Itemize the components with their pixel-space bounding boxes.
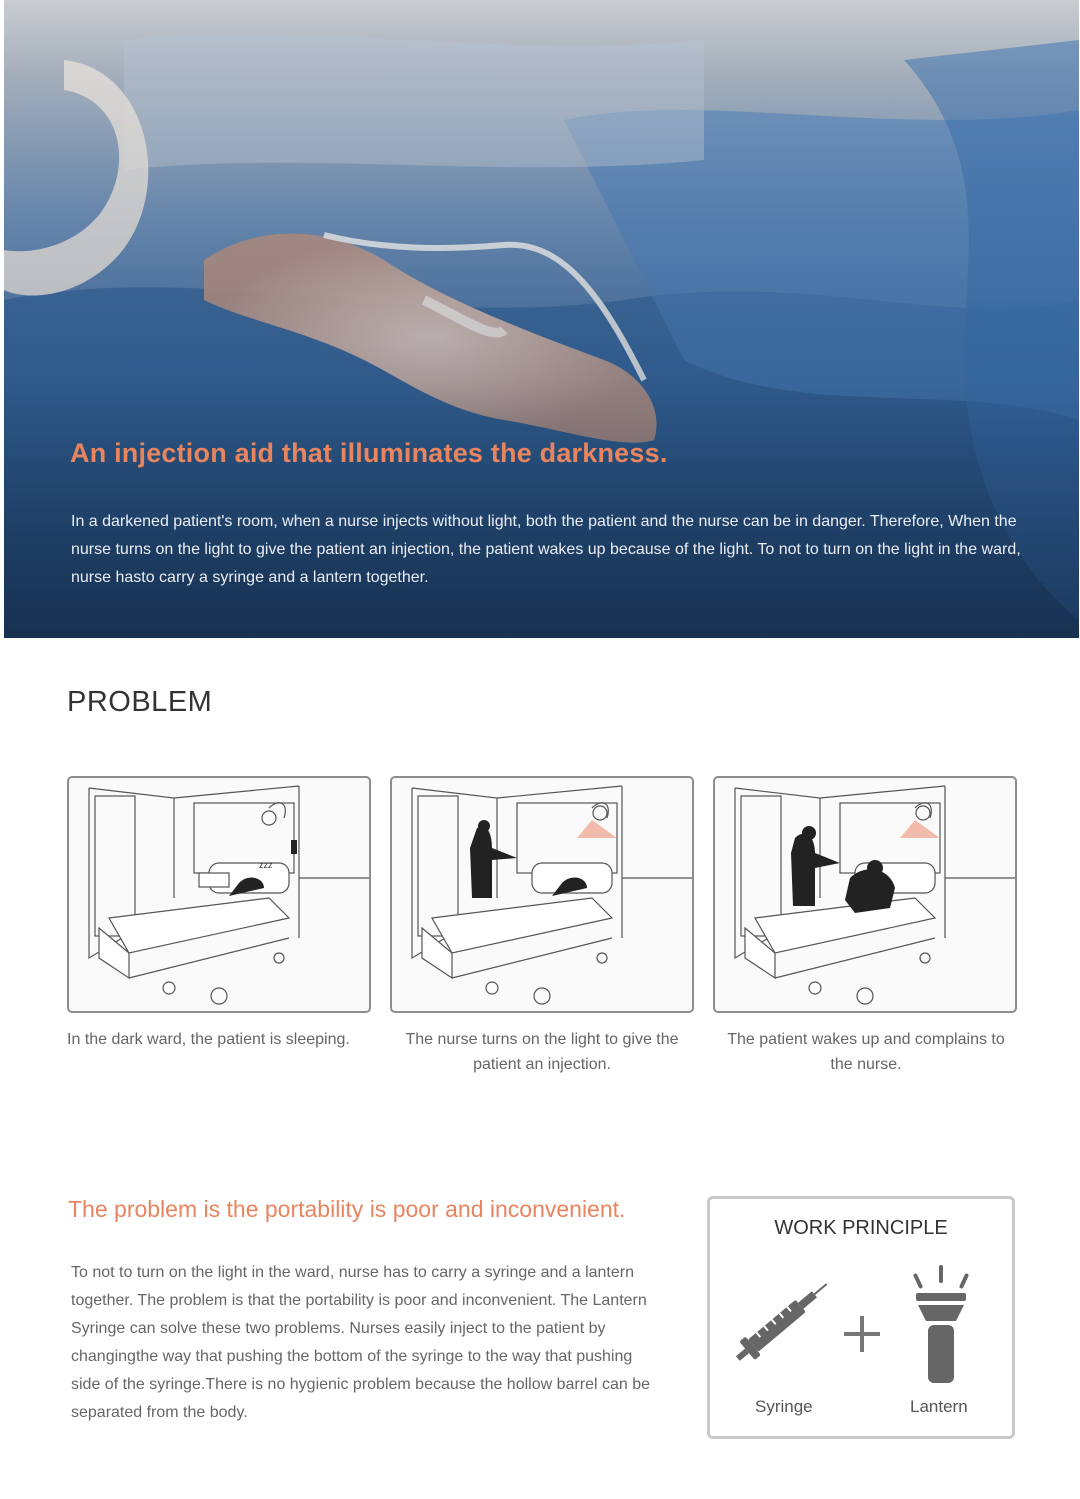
problem-panel-nurse-light (390, 776, 694, 1013)
panel-caption-patient-complains: The patient wakes up and complains to the nurse. (727, 1031, 1005, 1073)
portability-description: To not to turn on the light in the ward, nurse has to carry a syringe and a lantern together. The problem is that the portability is poor and inconvenient. The Lantern Syringe can solve these two problems. Nurses easily inject to the patient by changingthe way that pushing the bottom of the syringe to the way that pushing side of the syringe.There is no hygienic problem because the hollow barrel can be separated from the body. (71, 1264, 650, 1421)
hero-description: In a darkened patient's room, when a nurse injects without light, both the patient and the nurse can be in danger. Therefore, When the nurse turns on the light to give the patient an injection, the patient wakes up because of the light. To not to turn on the light in the ward, nurse hasto carry a syringe and a lantern together. (71, 513, 1021, 586)
syringe-icon (732, 1261, 842, 1371)
ward-patient-complains-illustration (715, 778, 1015, 1011)
svg-text:zzz: zzz (259, 860, 273, 870)
work-principle-title: WORK PRINCIPLE (774, 1217, 948, 1239)
syringe-label: Syringe (755, 1397, 813, 1416)
lantern-label: Lantern (910, 1397, 968, 1416)
hero-title: An injection aid that illuminates the darkness. (70, 438, 668, 468)
problem-heading: PROBLEM (67, 686, 213, 718)
plus-icon (842, 1314, 882, 1354)
ward-sleeping-illustration (69, 778, 369, 1011)
panel-caption-sleeping: In the dark ward, the patient is sleeping. (67, 1031, 350, 1048)
panel-caption-nurse-light: The nurse turns on the light to give the patient an injection. (405, 1031, 679, 1073)
hero-banner (4, 0, 1079, 638)
ward-nurse-light-illustration (392, 778, 692, 1011)
portability-heading: The problem is the portability is poor and inconvenient. (68, 1196, 626, 1222)
work-principle-box (707, 1196, 1015, 1439)
problem-panel-patient-complains (713, 776, 1017, 1013)
problem-panel-sleeping (67, 776, 371, 1013)
lantern-icon (906, 1261, 976, 1389)
